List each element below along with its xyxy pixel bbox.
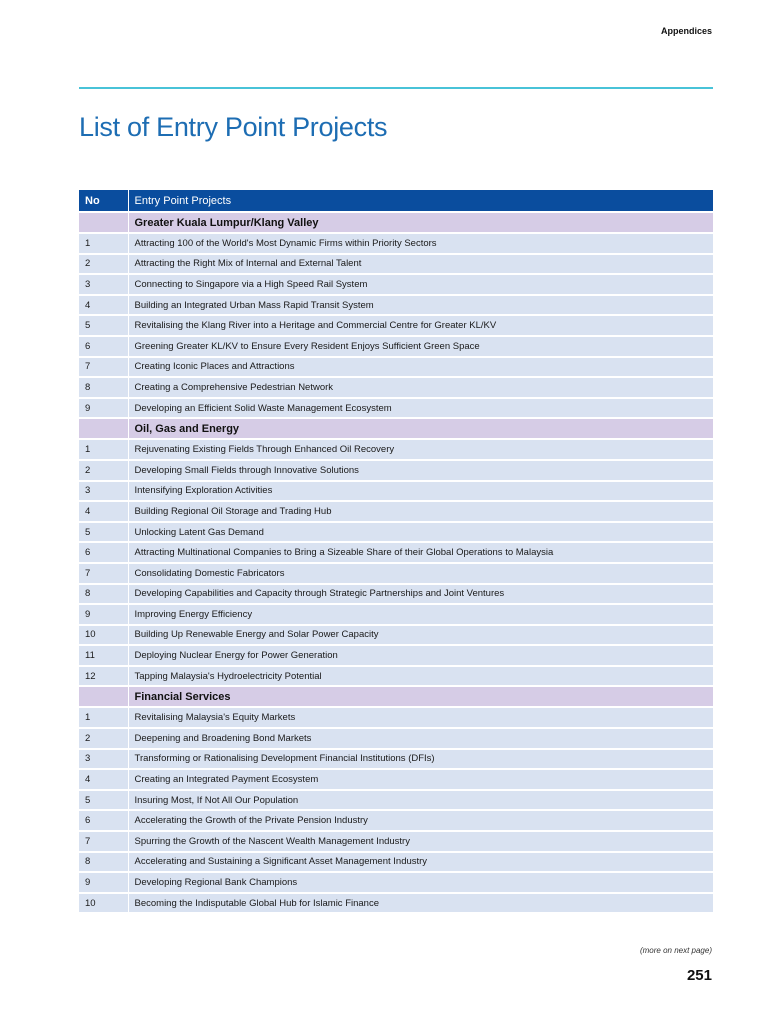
table-row (79, 893, 713, 914)
project-name: Connecting to Singapore via a High Speed Rail System (128, 274, 713, 295)
project-name: Improving Energy Efficiency (128, 604, 713, 625)
row-number: 2 (79, 728, 128, 749)
row-number: 6 (79, 810, 128, 831)
row-number: 11 (79, 645, 128, 666)
row-number: 9 (79, 604, 128, 625)
continuation-note: (more on next page) (639, 946, 712, 955)
row-number: 2 (79, 254, 128, 275)
project-name: Insuring Most, If Not All Our Population (128, 790, 713, 811)
project-name: Developing Small Fields through Innovative Solutions (128, 460, 713, 481)
group-title: Oil, Gas and Energy (128, 418, 713, 439)
table-row (79, 357, 713, 378)
table-row (79, 872, 713, 893)
project-name: Building an Integrated Urban Mass Rapid Transit System (128, 295, 713, 316)
table-row (79, 542, 713, 563)
table-row (79, 295, 713, 316)
column-header-project: Entry Point Projects (128, 190, 713, 212)
table-row (79, 625, 713, 646)
row-number: 8 (79, 584, 128, 605)
row-number: 3 (79, 481, 128, 502)
table-row (79, 666, 713, 687)
table-row (79, 501, 713, 522)
table-row (79, 831, 713, 852)
project-name: Creating an Integrated Payment Ecosystem (128, 769, 713, 790)
row-number: 10 (79, 893, 128, 914)
project-name: Attracting the Right Mix of Internal and External Talent (128, 254, 713, 275)
project-name: Unlocking Latent Gas Demand (128, 522, 713, 543)
row-number: 2 (79, 460, 128, 481)
row-number: 5 (79, 315, 128, 336)
table-row (79, 522, 713, 543)
row-number: 9 (79, 398, 128, 419)
row-number: 3 (79, 274, 128, 295)
table-row (79, 563, 713, 584)
row-number: 4 (79, 769, 128, 790)
project-name: Revitalising the Klang River into a Heritage and Commercial Centre for Greater KL/KV (128, 315, 713, 336)
table-row (79, 728, 713, 749)
row-number: 7 (79, 563, 128, 584)
project-name: Developing an Efficient Solid Waste Management Ecosystem (128, 398, 713, 419)
project-name: Consolidating Domestic Fabricators (128, 563, 713, 584)
row-number: 5 (79, 790, 128, 811)
row-number: 1 (79, 233, 128, 254)
row-number: 6 (79, 336, 128, 357)
group-no-cell (79, 212, 128, 233)
table-row (79, 254, 713, 275)
table-row (79, 336, 713, 357)
project-name: Developing Regional Bank Champions (128, 872, 713, 893)
table-row (79, 274, 713, 295)
project-name: Accelerating the Growth of the Private Pension Industry (128, 810, 713, 831)
table-row (79, 645, 713, 666)
project-name: Transforming or Rationalising Development Financial Institutions (DFIs) (128, 749, 713, 770)
group-row (79, 418, 713, 439)
row-number: 8 (79, 377, 128, 398)
table-row (79, 769, 713, 790)
page-number: 251 (686, 967, 712, 984)
group-row (79, 212, 713, 233)
row-number: 10 (79, 625, 128, 646)
group-title: Financial Services (128, 686, 713, 707)
section-label: Appendices (660, 26, 712, 36)
table-row (79, 810, 713, 831)
table-row (79, 377, 713, 398)
row-number: 8 (79, 852, 128, 873)
group-no-cell (79, 686, 128, 707)
project-name: Building Up Renewable Energy and Solar Power Capacity (128, 625, 713, 646)
project-name: Deepening and Broadening Bond Markets (128, 728, 713, 749)
row-number: 5 (79, 522, 128, 543)
row-number: 3 (79, 749, 128, 770)
row-number: 4 (79, 501, 128, 522)
table-row (79, 749, 713, 770)
row-number: 6 (79, 542, 128, 563)
project-name: Creating a Comprehensive Pedestrian Network (128, 377, 713, 398)
project-name: Deploying Nuclear Energy for Power Generation (128, 645, 713, 666)
row-number: 1 (79, 439, 128, 460)
project-name: Creating Iconic Places and Attractions (128, 357, 713, 378)
table-row (79, 790, 713, 811)
project-name: Spurring the Growth of the Nascent Wealth Management Industry (128, 831, 713, 852)
table-row (79, 439, 713, 460)
project-name: Attracting Multinational Companies to Bring a Sizeable Share of their Global Operations to Malaysia (128, 542, 713, 563)
table-row (79, 604, 713, 625)
header-rule (79, 87, 713, 89)
project-name: Greening Greater KL/KV to Ensure Every Resident Enjoys Sufficient Green Space (128, 336, 713, 357)
project-name: Tapping Malaysia's Hydroelectricity Potential (128, 666, 713, 687)
project-name: Attracting 100 of the World's Most Dynamic Firms within Priority Sectors (128, 233, 713, 254)
row-number: 7 (79, 357, 128, 378)
row-number: 4 (79, 295, 128, 316)
row-number: 9 (79, 872, 128, 893)
table-body (79, 212, 713, 913)
table-row (79, 481, 713, 502)
project-name: Rejuvenating Existing Fields Through Enhanced Oil Recovery (128, 439, 713, 460)
column-header-no: No (79, 190, 128, 212)
table-row (79, 707, 713, 728)
table-row (79, 233, 713, 254)
project-name: Revitalising Malaysia's Equity Markets (128, 707, 713, 728)
table-row (79, 315, 713, 336)
group-row (79, 686, 713, 707)
group-no-cell (79, 418, 128, 439)
project-name: Developing Capabilities and Capacity through Strategic Partnerships and Joint Ventures (128, 584, 713, 605)
page-title: List of Entry Point Projects (79, 112, 388, 142)
group-title: Greater Kuala Lumpur/Klang Valley (128, 212, 713, 233)
project-name: Building Regional Oil Storage and Trading Hub (128, 501, 713, 522)
table-row (79, 398, 713, 419)
row-number: 12 (79, 666, 128, 687)
project-name: Becoming the Indisputable Global Hub for Islamic Finance (128, 893, 713, 914)
row-number: 7 (79, 831, 128, 852)
table-header-row (79, 190, 713, 212)
project-name: Intensifying Exploration Activities (128, 481, 713, 502)
project-name: Accelerating and Sustaining a Significant Asset Management Industry (128, 852, 713, 873)
row-number: 1 (79, 707, 128, 728)
table-row (79, 460, 713, 481)
table-row (79, 584, 713, 605)
table-row (79, 852, 713, 873)
entry-point-projects-table (79, 190, 713, 914)
